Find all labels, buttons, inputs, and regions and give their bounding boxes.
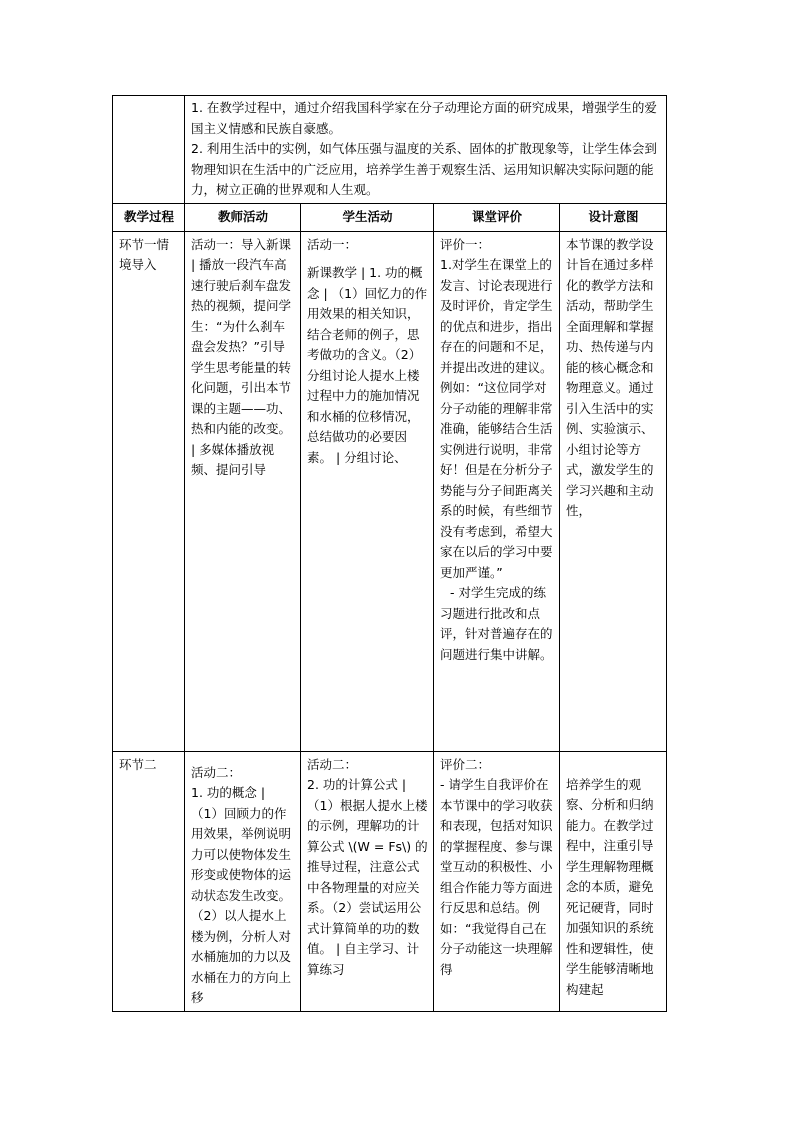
- header-process: 教学过程: [113, 203, 185, 231]
- lesson-plan-table: [112, 95, 667, 1012]
- stage-2-student-title: 活动二：: [307, 756, 358, 772]
- stage-1-student-body: 新课教学 | 1. 功的概念 | （1）回忆力的作用效果的相关知识，结合老师的例子，思考做功的含义。（2）分组讨论人提水上楼过程中力的施加情况和水桶的位移情况，总结做功的必要因素。 | 分组讨论、: [307, 265, 428, 465]
- stage-1-eval-title: 评价一：: [440, 236, 491, 252]
- goals-blank-cell: [113, 96, 185, 204]
- stage-1-student: [301, 231, 434, 751]
- stage-1-student-title: 活动一：: [307, 236, 358, 252]
- goal-item-1: 1. 在教学过程中，通过介绍我国科学家在分子动理论方面的研究成果，增强学生的爱国主义情感和民族自豪感。: [191, 100, 657, 136]
- stage-1-process: 环节一情境导入: [113, 231, 185, 751]
- header-row: [113, 203, 667, 231]
- stage-2-student-body: 2. 功的计算公式 | （1）根据人提水上楼的示例，理解功的计算公式 \(W = Fs\) 的推导过程，注意公式中各物理量的对应关系。（2）尝试运用公式计算简单的功的数值。 | 自主学习、计算练习: [307, 777, 428, 977]
- stage-1-row: [113, 231, 667, 751]
- stage-2-teacher-title: 活动二：: [191, 764, 242, 780]
- stage-2-intent-text: 培养学生的观察、分析和归纳能力。在教学过程中，注重引导学生理解物理概念的本质，避免死记硬背，同时加强知识的系统性和逻辑性，使学生能够清晰地构建起: [566, 776, 654, 997]
- goal-item-2: 2. 利用生活中的实例，如气体压强与温度的关系、固体的扩散现象等，让学生体会到物理知识在生活中的广泛应用，培养学生善于观察生活、运用知识解决实际问题的能力，树立正确的世界观和人生观。: [191, 141, 657, 197]
- stage-1-eval-body: 1.对学生在课堂上的发言、讨论表现进行及时评价，肯定学生的优点和进步，指出存在的问题和不足，并提出改进的建议。例如：“这位同学对分子动能的理解非常准确，能够结合生活实例进行说明，非常好！但是在分析分子势能与分子间距离关系的时候，有些细节没有考虑到，希望大家在以后的学习中要更加严谨。”: [440, 257, 553, 580]
- stage-1-eval-body-2: - 对学生完成的练习题进行批改和点评，针对普遍存在的问题进行集中讲解。: [440, 585, 553, 662]
- stage-2-evaluation: [434, 751, 560, 1011]
- stage-2-process: 环节二: [113, 751, 185, 1011]
- header-teacher: 教师活动: [185, 203, 301, 231]
- stage-2-student: [301, 751, 434, 1011]
- stage-2-teacher-body: 1. 功的概念 | （1）回顾力的作用效果，举例说明力可以使物体发生形变或使物体的运动状态发生改变。（2）以人提水上楼为例，分析人对水桶施加的力以及水桶在力的方向上移: [191, 785, 292, 1005]
- stage-2-row: [113, 751, 667, 1011]
- stage-2-eval-title: 评价二：: [440, 756, 491, 772]
- header-student: 学生活动: [301, 203, 434, 231]
- header-intent: 设计意图: [560, 203, 667, 231]
- stage-2-intent: [560, 751, 667, 1011]
- stage-1-teacher: 活动一：导入新课 | 播放一段汽车高速行驶后刹车盘发热的视频，提问学生：“为什么刹车盘会发热？”引导学生思考能量的转化问题，引出本节课的主题——功、热和内能的改变。 | 多媒体播放视频、提问引导: [185, 231, 301, 751]
- goals-cell: [185, 96, 667, 204]
- stage-1-intent: 本节课的教学设计旨在通过多样化的教学方法和活动，帮助学生全面理解和掌握功、热传递与内能的核心概念和物理意义。通过引入生活中的实例、实验演示、小组讨论等方式，激发学生的学习兴趣和主动性，: [560, 231, 667, 751]
- stage-1-evaluation: [434, 231, 560, 751]
- goals-row: [113, 96, 667, 204]
- stage-2-eval-body: - 请学生自我评价在本节课中的学习收获和表现，包括对知识的掌握程度、参与课堂互动的积极性、小组合作能力等方面进行反思和总结。例如：“我觉得自己在分子动能这一块理解得: [440, 777, 553, 977]
- stage-2-teacher: [185, 751, 301, 1011]
- header-evaluation: 课堂评价: [434, 203, 560, 231]
